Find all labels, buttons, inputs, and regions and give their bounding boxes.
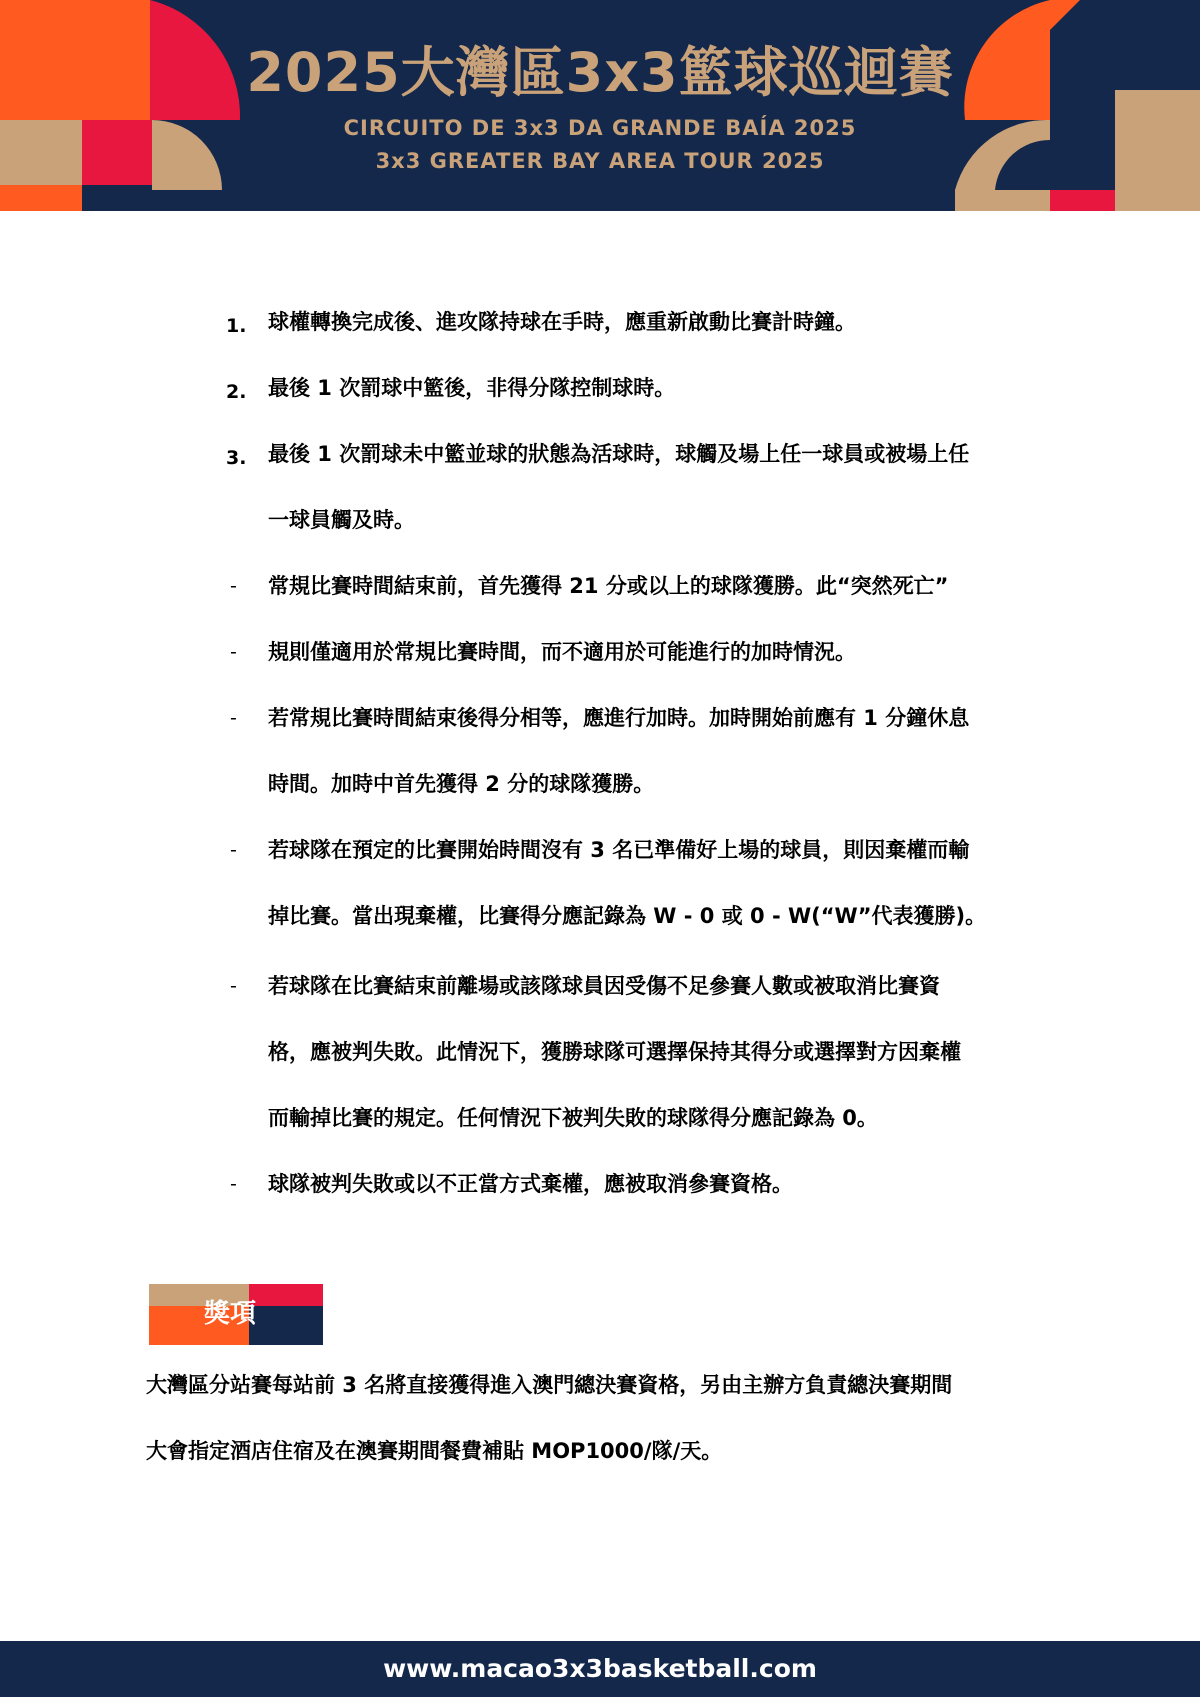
list-marker: - <box>230 1173 237 1195</box>
award-heading-label: 獎項 <box>204 1299 257 1329</box>
award-description: 大灣區分站賽每站前 3 名將直接獲得進入澳門總決賽資格，另由主辦方負責總決賽期間 <box>146 1373 953 1397</box>
list-item-continuation <box>0 883 1200 949</box>
list-item-text: 常規比賽時間結束前，首先獲得 21 分或以上的球隊獲勝。此“突然死亡” <box>268 574 949 598</box>
list-item-text: 最後 1 次罰球中籃後，非得分隊控制球時。 <box>268 376 676 400</box>
list-item-text: 一球員觸及時。 <box>268 508 415 532</box>
list-item-text: 掉比賽。當出現棄權，比賽得分應記錄為 W - 0 或 0 - W(“W”代表獲勝)。 <box>268 904 987 928</box>
award-description: 大會指定酒店住宿及在澳賽期間餐費補貼 MOP1000/隊/天。 <box>146 1439 723 1463</box>
list-item <box>0 289 1200 355</box>
list-item <box>0 421 1200 487</box>
header-banner <box>0 0 1200 211</box>
list-marker: 3. <box>226 447 247 469</box>
list-item <box>0 953 1200 1019</box>
list-item-continuation <box>0 1085 1200 1151</box>
list-item <box>0 1151 1200 1217</box>
list-item-text: 球權轉換完成後、進攻隊持球在手時，應重新啟動比賽計時鐘。 <box>268 310 856 334</box>
list-item <box>0 553 1200 619</box>
page-title: 2025大灣區3x3籃球巡迴賽 <box>246 41 954 104</box>
list-item-continuation <box>0 1019 1200 1085</box>
list-item <box>0 685 1200 751</box>
list-item-text: 而輸掉比賽的規定。任何情況下被判失敗的球隊得分應記錄為 0。 <box>268 1106 878 1130</box>
list-marker: 2. <box>226 381 247 403</box>
list-item <box>0 619 1200 685</box>
list-marker: - <box>230 975 237 997</box>
list-marker: 1. <box>226 315 247 337</box>
list-marker: - <box>230 575 237 597</box>
footer-url[interactable]: www.macao3x3basketball.com <box>0 1641 1200 1697</box>
list-item-text: 最後 1 次罰球未中籃並球的狀態為活球時，球觸及場上任一球員或被場上任 <box>268 442 970 466</box>
list-item-text: 時間。加時中首先獲得 2 分的球隊獲勝。 <box>268 772 655 796</box>
list-item <box>0 355 1200 421</box>
list-item-text: 若常規比賽時間結束後得分相等，應進行加時。加時開始前應有 1 分鐘休息 <box>268 706 970 730</box>
list-item-text: 若球隊在比賽結束前離場或該隊球員因受傷不足參賽人數或被取消比賽資 <box>268 974 940 998</box>
list-marker: - <box>230 707 237 729</box>
subtitle-portuguese: CIRCUITO DE 3x3 DA GRANDE BAÍA 2025 <box>343 116 857 140</box>
list-item-text: 格，應被判失敗。此情況下，獲勝球隊可選擇保持其得分或選擇對方因棄權 <box>268 1040 961 1064</box>
list-marker: - <box>230 641 237 663</box>
list-item-continuation <box>0 487 1200 553</box>
list-item <box>0 817 1200 883</box>
award-section-heading <box>149 1284 323 1345</box>
list-marker: - <box>230 839 237 861</box>
list-item-continuation <box>0 751 1200 817</box>
list-item-text: 球隊被判失敗或以不正當方式棄權，應被取消參賽資格。 <box>268 1172 793 1196</box>
list-item-text: 規則僅適用於常規比賽時間，而不適用於可能進行的加時情況。 <box>268 640 856 664</box>
list-item-text: 若球隊在預定的比賽開始時間沒有 3 名已準備好上場的球員，則因棄權而輸 <box>268 838 970 862</box>
subtitle-english: 3x3 GREATER BAY AREA TOUR 2025 <box>375 149 825 173</box>
